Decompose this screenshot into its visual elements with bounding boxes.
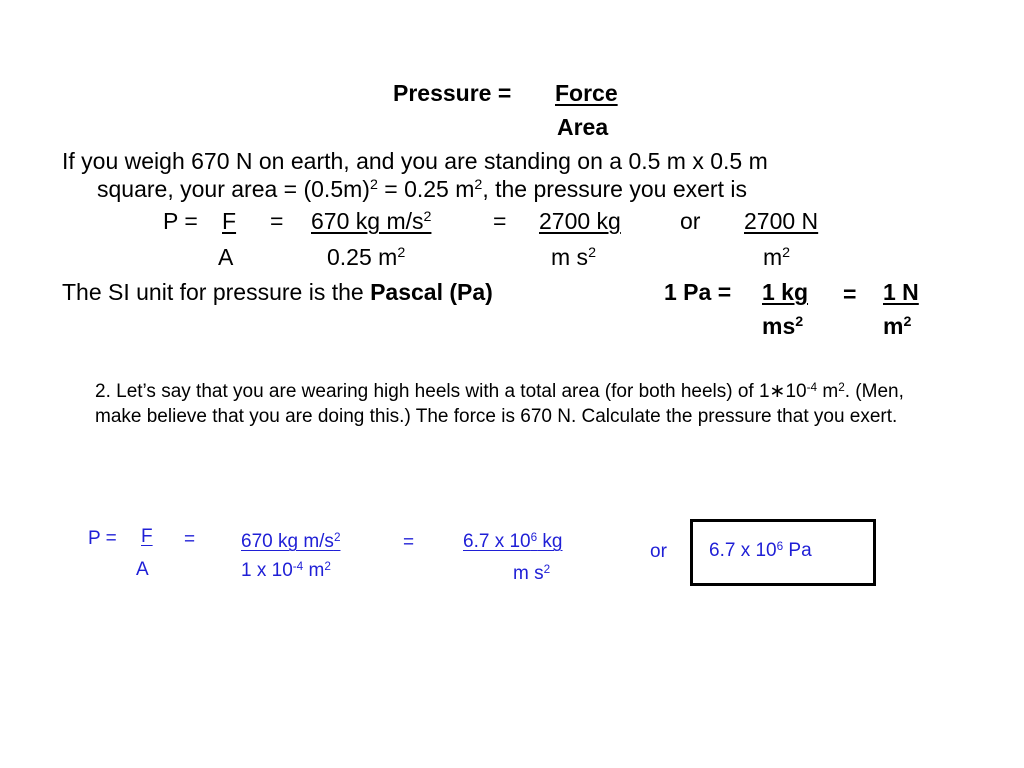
pa-m-denominator: $m^2$ xyxy=(883,313,912,339)
calc1-denominator-3: $m^2$ xyxy=(763,244,791,270)
sol-denominator-2: m $s^2$ xyxy=(513,562,551,584)
calc1-equals-2: = xyxy=(493,208,507,234)
si-unit-text: The SI unit for pressure is the Pascal (Pa) xyxy=(62,279,493,305)
sol-denominator-1: 1 x $10^{-4}$ $m^2$ xyxy=(241,559,331,581)
sol-p-equals: P = xyxy=(88,528,117,549)
sol-or: or xyxy=(650,541,667,562)
sol-f: F xyxy=(141,526,153,547)
pressure-label: Pressure = xyxy=(393,80,512,106)
calc1-numerator-2: 2700 kg xyxy=(539,208,621,234)
calc1-denominator-2: m $s^2$ xyxy=(551,244,596,270)
force-numerator: Force xyxy=(555,80,618,106)
pa-ms-denominator: $ms^2$ xyxy=(762,313,804,339)
calc1-or: or xyxy=(680,208,701,234)
calc1-numerator-3: 2700 N xyxy=(744,208,819,234)
calc1-numerator-1: 670 kg $m/s^2$ xyxy=(311,208,432,234)
calc1-p-equals: P = xyxy=(163,208,198,234)
intro-line-2: square, your area = $(0.5m)^2 = 0.25$ $m^2$, the pressure you exert is xyxy=(97,176,747,202)
sol-equals-1: = xyxy=(184,529,196,550)
calc1-a: A xyxy=(218,244,234,270)
sol-equals-2: = xyxy=(403,532,415,553)
calc1-f: F xyxy=(222,208,237,234)
sol-numerator-1: 670 kg $m/s^2$ xyxy=(241,530,341,552)
calc1-equals-1: = xyxy=(270,208,284,234)
sol-a: A xyxy=(136,559,149,580)
pa-equals-2: = xyxy=(843,281,857,307)
intro-line-1: If you weigh 670 N on earth, and you are standing on a 0.5 m x 0.5 m xyxy=(62,148,768,174)
pa-kg-numerator: 1 kg xyxy=(762,279,809,305)
pa-equals: 1 Pa = xyxy=(664,279,732,305)
calc1-denominator-1: 0.25 $m^2$ xyxy=(327,244,406,270)
sol-answer: 6.7 x $10^6$ Pa xyxy=(709,539,812,561)
pa-n-numerator: 1 N xyxy=(883,279,919,305)
problem-2-text: 2. Let’s say that you are wearing high heels with a total area (for both heels) of $1∗10^{-4}$ $m^2$. (Men, make believe that you are doing this.) The force is 670 N. Calculate the pressure that you exert. xyxy=(95,380,904,427)
sol-numerator-2: 6.7 x $10^6$ kg xyxy=(463,530,563,552)
area-denominator: Area xyxy=(557,114,609,140)
